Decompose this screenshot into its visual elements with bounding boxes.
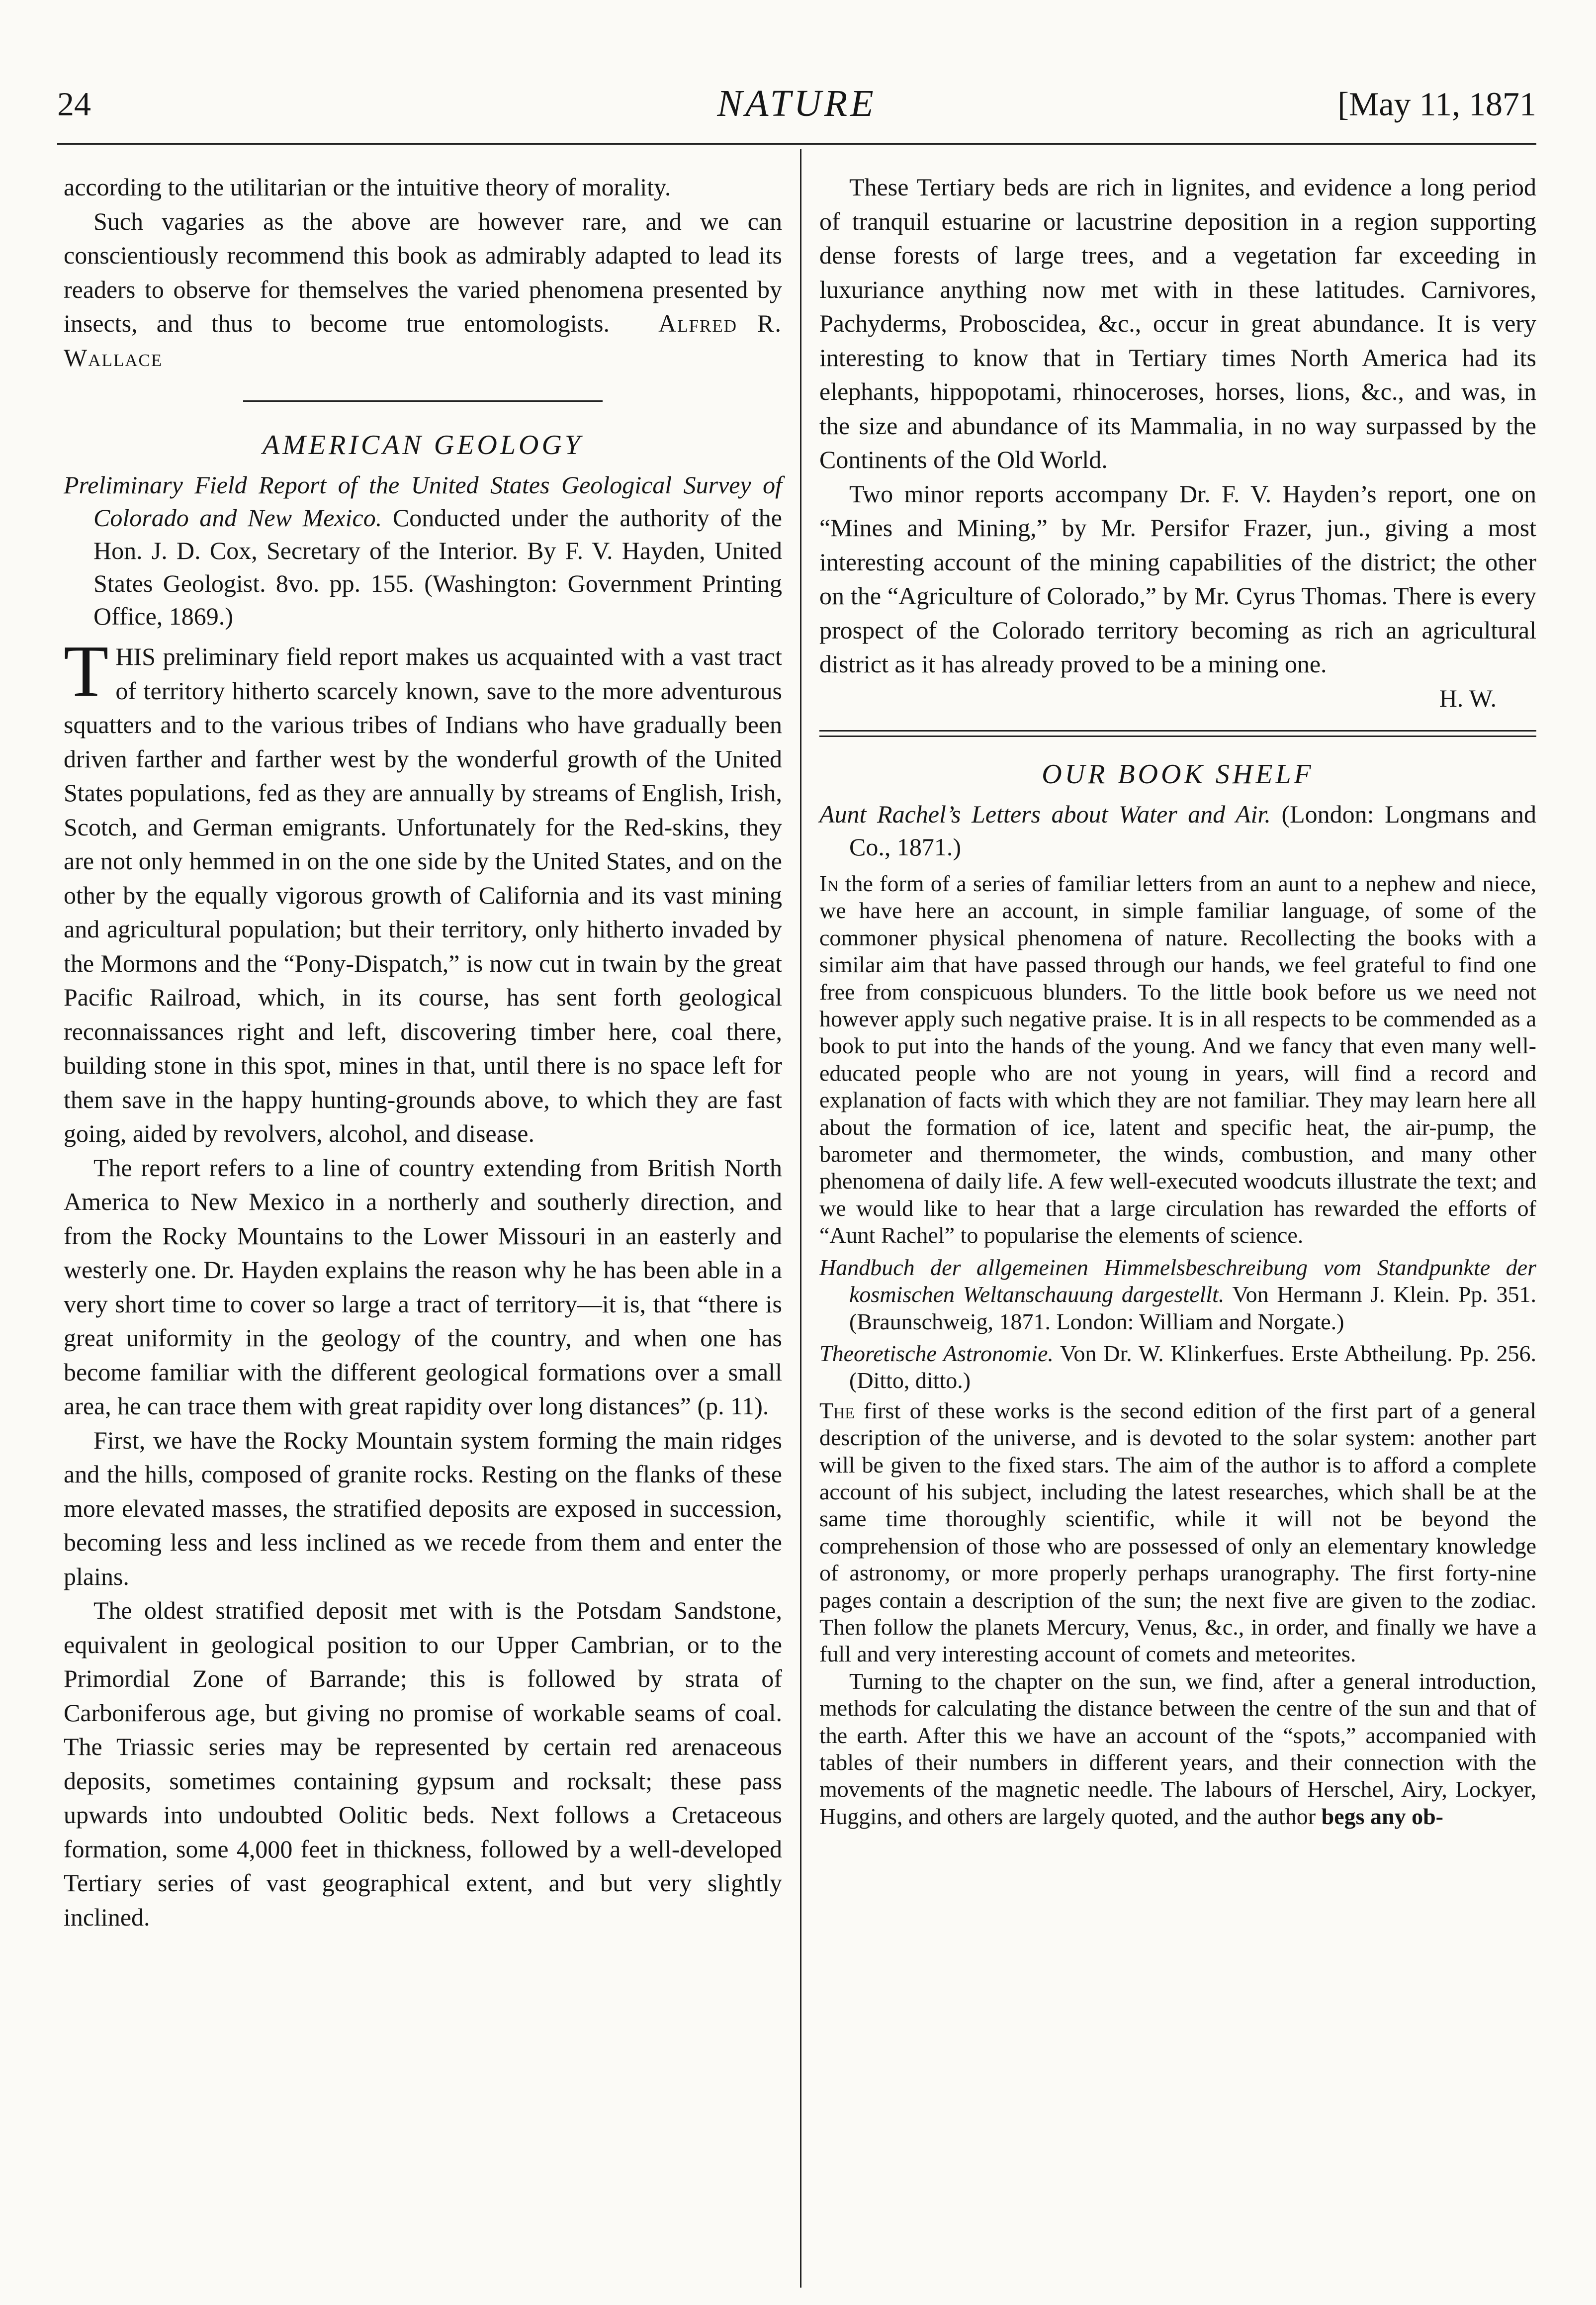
book-details: (London: Longmans and Co., 1871.) [849, 800, 1537, 861]
paragraph-text: Turning to the chapter on the sun, we find, after a general introduction, methods for calculating the distance between the centre of the sun and that of the earth. After this we have an account of the “spots,” accompanied with tables of their numbers in different years, and their connection with the movements of the magnetic needle. The labours of Herschel, Airy, Lockyer, Huggins, and others are largely quoted, and the author [819, 1668, 1536, 1829]
paragraph-astronomy-review [819, 1397, 1536, 1668]
section-title-book-shelf: OUR BOOK SHELF [1042, 759, 1314, 790]
book-title: Aunt Rachel’s Letters about Water and Air. [819, 800, 1271, 828]
drop-cap: T [64, 631, 109, 712]
book-details: Von Dr. W. Klinkerfues. Erste Abtheilung. Pp. 256. (Ditto, ditto.) [849, 1340, 1537, 1393]
paragraph-text: preliminary field report makes us acquainted with a vast tract of territory hitherto scarcely known, save to the more adventurous squatters and to the various tribes of Indians who have gradually been driven farther and farther west by the wonderful growth of the United States populations, fed as they are annually by streams of English, Irish, Scotch, and German emigrants. Unfortunately for the Red-skins, they are not only hemmed in on the one side by the United States, and on the other by the equally vigorous growth of California and its vast mining and agricultural population; but their territory, only hitherto invaded by the Mormons and the “Pony-Dispatch,” is now cut in twain by the great Pacific Railroad, which, in its course, has sent forth geological reconnaissances right and left, discovering timber here, coal there, building stone in this spot, mines in that, until there is no space left for them save in the happy hunting-grounds above, to which they are fast going, aided by revolvers, alcohol, and disease. [64, 643, 782, 1147]
right-column [819, 170, 1536, 1830]
paragraph-text: the form of a series of familiar letters from an aunt to a nephew and niece, we have here an account, in simple familiar language, of some of the commoner physical phenomena of nature. Recollecting the books with a similar aim that have passed through our hands, we feel grateful to find one free from conspicuous blunders. To the little book before us we need not however apply such negative praise. It is in all respects to be commended as a book to put into the hands of the young. And we fancy that even many well-educated people who are not young in years, will find a record and explanation of facts with which they are not familiar. They may learn here all about the formation of ice, latent and specific heat, the air-pump, the barometer and thermometer, the winds, combustion, and many other phenomena of daily life. A few well-executed woodcuts illustrate the text; and we would like to hear that a large circulation has rewarded the efforts of “Aunt Rachel” to popularise the elements of science. [819, 871, 1536, 1248]
section-divider-bottom [819, 736, 1536, 737]
paragraph-rocky-mountains: First, we have the Rocky Mountain system forming the main ridges and the hills, composed of granite rocks. Resting on the flanks of these more elevated masses, the stratified deposits are exposed in succession, becoming less and less inclined as we recede from them and enter the plains. [64, 1426, 782, 1590]
header-rule [57, 143, 1536, 145]
book-title: Handbuch der allgemeinen Himmelsbeschreibung vom Standpunkte der kosmischen Weltanschauung dargestellt. [819, 1254, 1536, 1307]
book-title: Theoretische Astronomie. [819, 1340, 1054, 1366]
book-details: Von Hermann J. Klein. Pp. 351. (Braunschweig, 1871. London: William and Norgate.) [849, 1282, 1537, 1334]
lead-word: The [819, 1397, 855, 1423]
issue-date: [May 11, 1871 [1337, 85, 1536, 123]
paragraph-report-scope: The report refers to a line of country extending from British North America to New Mexico in a northerly and southerly direction, and from the Rocky Mountains to the Lower Missouri in an easterly and westerly one. Dr. Hayden explains the reason why he has been able in a very short time to cover so large a tract of territory—it is, that “there is great uniformity in the geology of the country, and when one has become familiar with the different geological formations over a small area, he can trace them with great rapidity over long distances” (p. 11). [64, 1153, 782, 1420]
section-title-american-geology: AMERICAN GEOLOGY [262, 430, 584, 461]
book-reference-aunt-rachel [819, 798, 1536, 863]
paragraph-bold-end: begs any ob- [1321, 1803, 1443, 1829]
book-title: Preliminary Field Report of the United States Geological Survey of Colorado and New Mexico. [64, 471, 782, 532]
paragraph-tertiary-beds: These Tertiary beds are rich in lignites, and evidence a long period of tranquil estuarine or lacustrine deposition in a region supporting dense forests of large trees, and a vegetation far exceeding in luxuriance anything now met with in these latitudes. Carnivores, Pachyderms, Proboscidea, &c., occur in great abundance. It is very interesting to know that in Tertiary times North America had its elephants, hippopotami, rhinoceroses, horses, lions, &c., and was, in the size and abundance of its Mammalia, in no way surpassed by the Continents of the Old World. [819, 173, 1536, 473]
book-reference-klein [819, 1254, 1536, 1335]
section-divider [243, 400, 603, 402]
paragraph-text: first of these works is the second edition of the first part of a general description of the universe, and is devoted to the solar system: another part will be given to the fixed stars. The aim of the author is to afford a complete account of his subject, including the latest researches, which shall be at the same time thoroughly scientific, while it will not be beyond the comprehension of those who are possessed of only an elementary knowledge of astronomy, or more properly perhaps uranography. The first forty-nine pages contain a description of the sun; the next five are given to the zodiac. Then follow the planets Mercury, Venus, &c., in order, and finally we have a full and very interesting account of comets and meteorites. [819, 1397, 1536, 1667]
paragraph-intro [64, 631, 782, 1151]
paragraph-minor-reports: Two minor reports accompany Dr. F. V. Hayden’s report, one on “Mines and Mining,” by Mr. Persifor Frazer, jun., giving a most interesting account of the mining capabilities of the district; the other on the “Agriculture of Colorado,” by Mr. Cyrus Thomas. There is every prospect of the Colorado territory becoming as rich an agricultural district as it has already proved to be a mining one. [819, 479, 1536, 678]
paragraph-stratified-deposits: The oldest stratified deposit met with is the Potsdam Sandstone, equivalent in geological position to our Upper Cambrian, or to the Primordial Zone of Barrande; this is followed by strata of Carboniferous age, but giving no promise of workable seams of coal. The Triassic series may be represented by certain red arenaceous deposits, sometimes containing gypsum and rocksalt; these pass upwards into undoubted Oolitic beds. Next follows a Cretaceous formation, some 4,000 feet in thickness, followed by a well-developed Tertiary series of vast geographical extent, and but very slightly inclined. [64, 1596, 782, 1931]
signature-text: H. W. [1439, 684, 1497, 712]
journal-title: NATURE [717, 83, 877, 124]
paragraph-text: Such vagaries as the above are however rare, and we can conscientiously recommend this book as admirably adapted to lead its readers to observe for themselves the varied phenomena presented by insects, and thus to become true entomologists. [64, 207, 782, 337]
book-reference [64, 468, 782, 633]
running-head [57, 80, 1536, 134]
book-details: Conducted under the authority of the Hon. J. D. Cox, Secretary of the Interior. By F. V. Hayden, United States Geologist. 8vo. pp. 155. (Washington: Government Printing Office, 1869.) [93, 504, 782, 630]
section-divider-top [819, 730, 1536, 732]
paragraph-continuation: according to the utilitarian or the intuitive theory of morality. [64, 173, 671, 201]
paragraph-aunt-rachel-review [819, 870, 1536, 1249]
left-column [64, 170, 782, 1934]
paragraph-sun-chapter [819, 1668, 1536, 1830]
lead-word: In [819, 871, 839, 896]
book-reference-klinkerfues [819, 1340, 1536, 1394]
author-signature: Alfred R. Wallace [64, 309, 783, 371]
page-number: 24 [57, 85, 91, 123]
column-divider [800, 149, 801, 2288]
paragraph-review-conclusion [64, 204, 782, 375]
author-signature-hw [819, 681, 1536, 716]
drop-cap-rest: HIS [115, 643, 156, 670]
